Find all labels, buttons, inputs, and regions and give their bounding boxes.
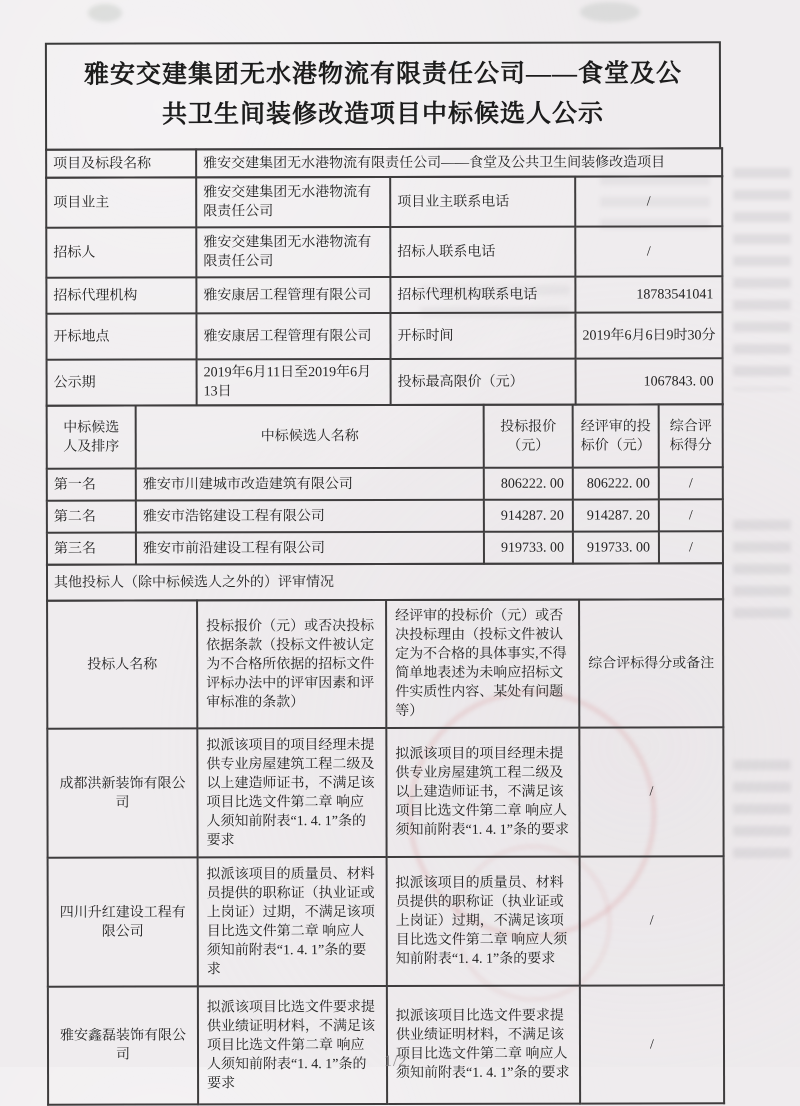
tenderer-value: 雅安交建集团无水港物流有限责任公司 xyxy=(196,227,390,277)
table-row xyxy=(46,176,722,227)
tenderer-label: 招标人 xyxy=(46,227,196,277)
owner-label: 项目业主 xyxy=(46,177,196,227)
project-name-table xyxy=(45,147,723,178)
bidder-name: 四川升红建设工程有限公司 xyxy=(48,857,198,986)
candidate-bid: 806222. 00 xyxy=(484,468,573,500)
bleed-through-text xyxy=(733,520,791,630)
bid-opening-time-value: 2019年6月6日9时30分 xyxy=(575,312,722,358)
publicity-period-label: 公示期 xyxy=(47,359,197,405)
tenderer-phone-value: / xyxy=(575,226,722,276)
max-price-value: 1067843. 00 xyxy=(576,358,723,404)
owner-phone-label: 项目业主联系电话 xyxy=(390,177,575,227)
table-row xyxy=(46,148,722,177)
rejection-reason-evaluated: 拟派该项目比选文件要求提供业绩证明材料，不满足该项目比选文件第二章 响应人须知前附表“1. 4. 1”条的要求 xyxy=(387,986,580,1104)
rejection-reason: 拟派该项目比选文件要求提供业绩证明材料，不满足该项目比选文件第二章 响应人须知前附表“1. 4. 1”条的要求 xyxy=(198,986,387,1104)
candidate-bid: 914287. 20 xyxy=(484,500,573,532)
owner-value: 雅安交建集团无水港物流有限责任公司 xyxy=(196,177,390,227)
document-sheet xyxy=(45,41,723,1105)
agency-phone-label: 招标代理机构联系电话 xyxy=(390,277,575,313)
candidate-name: 雅安市前沿建设工程有限公司 xyxy=(136,532,484,565)
candidate-name: 雅安市浩铭建设工程有限公司 xyxy=(136,500,484,533)
publicity-period-value: 2019年6月11日至2019年6月13日 xyxy=(197,359,391,405)
rejection-reason: 拟派该项目的质量员、材料员提供的职称证（执业证或上岗证）过期，不满足该项目比选文件第二章 响应人须知前附表“1. 4. 1”条的要求 xyxy=(198,857,387,986)
candidate-score: / xyxy=(659,467,723,499)
candidate-evaluated-header: 经评审的投 标价（元） xyxy=(573,404,659,467)
bidder-name-header: 投标人名称 xyxy=(47,600,197,728)
rejection-reason-evaluated: 拟派该项目的项目经理未提供专业房屋建筑工程二级及以上建造师证书，不满足该项目比选文件第二章 响应人须知前附表“1. 4. 1”条的要求 xyxy=(386,728,579,857)
bleed-through-text xyxy=(733,760,791,860)
project-section-value: 雅安交建集团无水港物流有限责任公司——食堂及公共卫生间装修改造项目 xyxy=(196,148,722,177)
other-bidder-row-1 xyxy=(47,727,723,857)
owner-phone-value: / xyxy=(575,176,722,226)
bidder-score: / xyxy=(580,985,724,1103)
table-row xyxy=(46,226,722,277)
table-row xyxy=(46,312,722,359)
scan-smudge xyxy=(580,2,640,22)
candidate-score: / xyxy=(659,499,723,531)
agency-label: 招标代理机构 xyxy=(46,277,196,313)
bidder-score: / xyxy=(580,856,724,985)
candidate-evaluated: 919733. 00 xyxy=(573,531,659,563)
bidder-name: 成都洪新装饰有限公司 xyxy=(47,728,197,857)
agency-phone-value: 18783541041 xyxy=(575,276,722,312)
bleed-through-text xyxy=(733,168,791,288)
candidates-header-row xyxy=(47,404,723,468)
candidate-rank: 第二名 xyxy=(47,501,136,533)
bid-opening-time-label: 开标时间 xyxy=(390,313,575,359)
other-bidder-row-2 xyxy=(48,856,724,986)
document-title: 雅安交建集团无水港物流有限责任公司——食堂及公共卫生间装修改造项目中标候选人公示 xyxy=(45,41,721,150)
tenderer-phone-label: 招标人联系电话 xyxy=(390,227,575,277)
candidate-row-3 xyxy=(47,531,723,564)
evaluated-reason-header: 经评审的投标价（元）或否决投标理由（投标文件被认定为不合格的具体事实,不得简单地表述为未响应招标文件实质性内容、某处有问题等） xyxy=(386,600,579,728)
page-number: 1/2 xyxy=(384,1053,408,1070)
candidate-rank: 第一名 xyxy=(47,469,136,501)
scan-smudge xyxy=(88,4,122,22)
candidate-score: / xyxy=(659,531,723,563)
other-bidders-table xyxy=(46,598,725,1105)
other-bidders-header-row xyxy=(47,599,723,728)
candidate-row-2 xyxy=(47,499,723,532)
bid-opening-place-label: 开标地点 xyxy=(46,313,196,359)
max-price-label: 投标最高限价（元） xyxy=(391,359,576,405)
candidate-rank: 第三名 xyxy=(47,533,136,565)
candidate-row-1 xyxy=(47,467,723,500)
candidate-bid: 919733. 00 xyxy=(484,532,573,564)
other-bidders-section-title: 其他投标人（除中标候选人之外的）评审情况 xyxy=(47,563,723,600)
score-remark-header: 综合评标得分或备注 xyxy=(579,599,723,727)
agency-value: 雅安康居工程管理有限公司 xyxy=(196,277,390,313)
rejection-reason-evaluated: 拟派该项目的质量员、材料员提供的职称证（执业证或上岗证）过期，不满足该项目比选文件第二章 响应人须知前附表“1. 4. 1”条的要求 xyxy=(387,857,580,986)
bid-opening-place-value: 雅安康居工程管理有限公司 xyxy=(196,313,390,359)
candidates-table xyxy=(46,403,724,565)
table-row xyxy=(47,563,723,600)
bleed-through-text xyxy=(733,300,791,390)
candidate-score-header: 综合评 标得分 xyxy=(659,404,723,467)
rejection-reason: 拟派该项目的项目经理未提供专业房屋建筑工程二级及以上建造师证书，不满足该项目比选文件第二章 响应人须知前附表“1. 4. 1”条的要求 xyxy=(197,728,386,857)
candidate-evaluated: 914287. 20 xyxy=(573,499,659,531)
candidate-rank-header: 中标候选 人及排序 xyxy=(47,406,136,469)
candidate-name: 雅安市川建城市改造建筑有限公司 xyxy=(136,468,484,501)
candidate-evaluated: 806222. 00 xyxy=(573,467,659,499)
other-bidders-section xyxy=(46,562,724,601)
candidate-bid-header: 投标报价 （元） xyxy=(484,405,573,468)
bid-clause-header: 投标报价（元）或否决投标依据条款（投标文件被认定为不合格所依据的招标文件评标办法中的评审因素和评审标准的条款） xyxy=(197,600,386,728)
bidder-name: 雅安鑫磊装饰有限公司 xyxy=(48,986,198,1104)
bidder-score: / xyxy=(579,727,723,856)
project-info-table xyxy=(45,175,723,406)
project-section-label: 项目及标段名称 xyxy=(46,149,196,177)
candidate-name-header: 中标候选人名称 xyxy=(136,405,484,469)
table-row xyxy=(46,276,722,313)
table-row xyxy=(47,358,723,405)
other-bidder-row-3 xyxy=(48,985,724,1104)
